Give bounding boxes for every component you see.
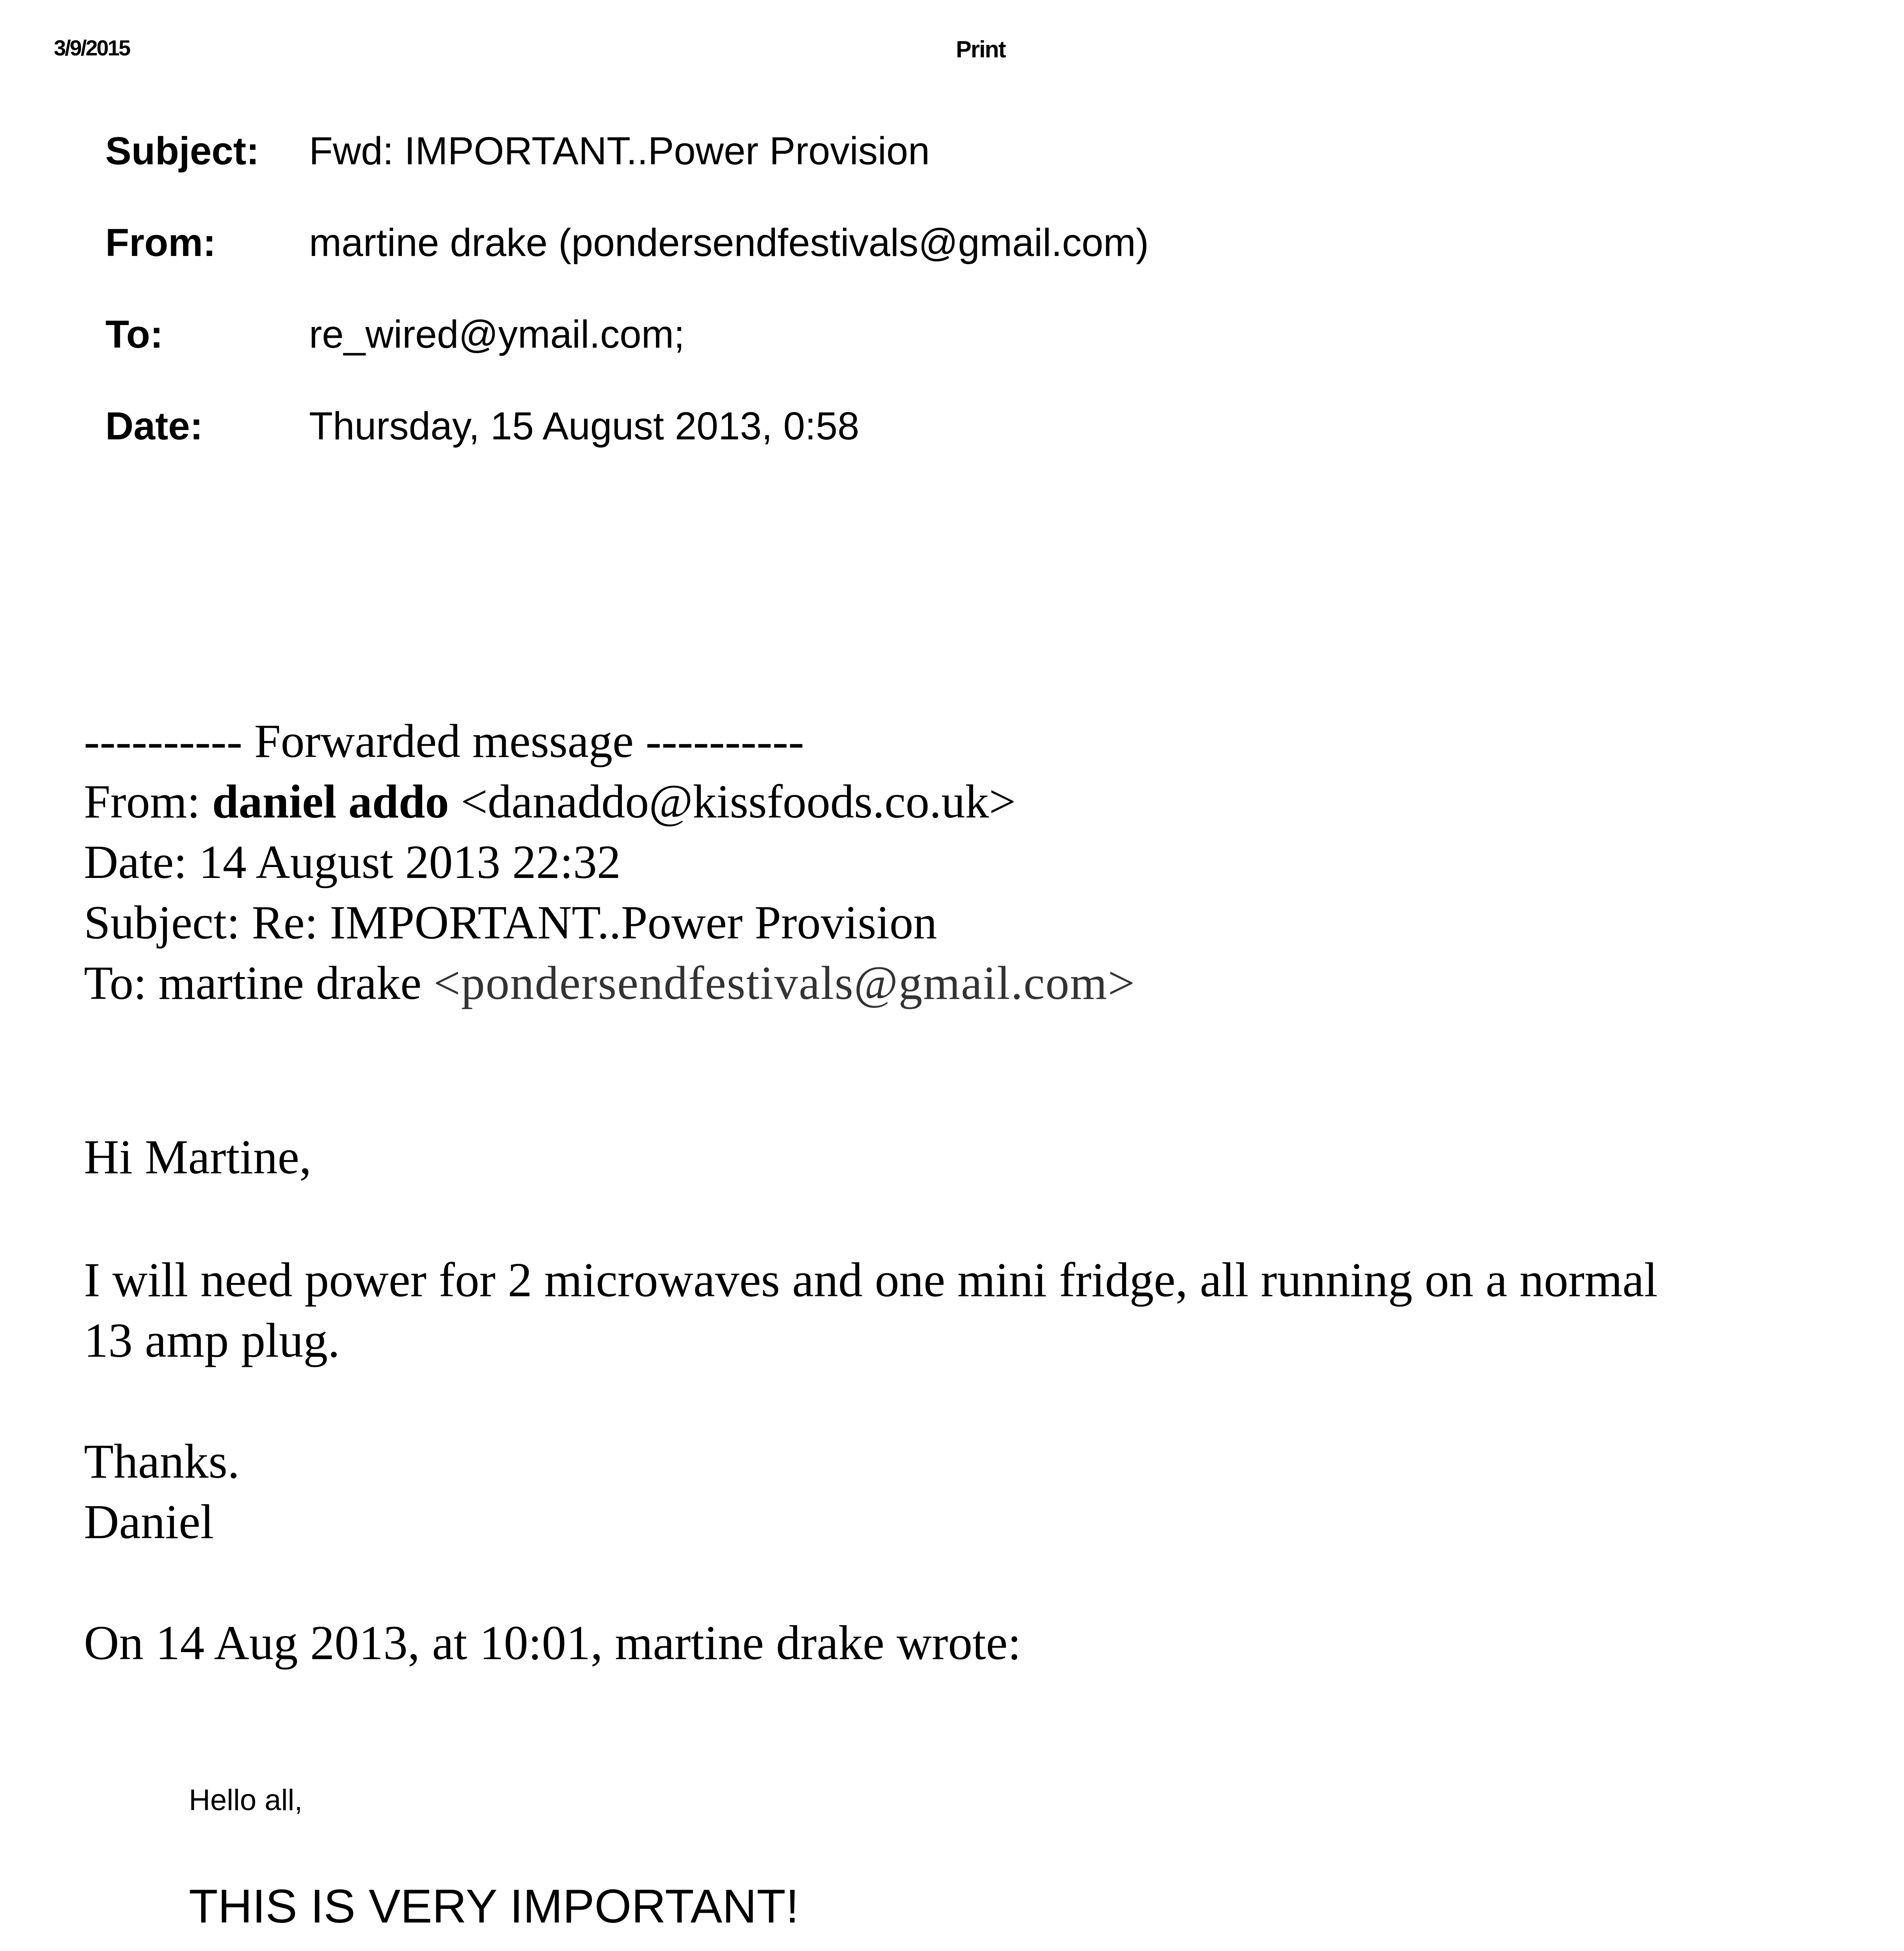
from-label: From:	[105, 221, 216, 265]
subject-label: Subject:	[105, 129, 259, 173]
forwarded-date: Date: 14 August 2013 22:32	[84, 836, 621, 888]
forwarded-divider: ---------- Forwarded message ----------	[84, 715, 804, 768]
message-greeting: Hi Martine,	[84, 1130, 312, 1184]
forwarded-from	[84, 775, 1016, 829]
quoted-headline: THIS IS VERY IMPORTANT!	[189, 1880, 799, 1933]
to-value: re_wired@ymail.com;	[309, 313, 685, 356]
quoted-greeting: Hello all,	[189, 1784, 303, 1817]
forwarded-to	[84, 956, 1135, 1011]
print-title: Print	[956, 36, 1005, 62]
forwarded-to-label: To: martine drake	[84, 957, 433, 1009]
quote-intro: On 14 Aug 2013, at 10:01, martine drake wrote:	[84, 1616, 1021, 1670]
date-label: Date:	[105, 404, 203, 448]
date-value: Thursday, 15 August 2013, 0:58	[309, 404, 860, 448]
message-line: I will need power for 2 microwaves and one mini fridge, all running on a normal	[84, 1253, 1658, 1307]
forwarded-from-label: From:	[84, 775, 212, 828]
print-date: 3/9/2015	[54, 36, 130, 60]
message-line: 13 amp plug.	[84, 1314, 340, 1368]
to-label: To:	[105, 313, 163, 356]
forwarded-subject: Subject: Re: IMPORTANT..Power Provision	[84, 896, 937, 949]
message-thanks: Thanks.	[84, 1435, 240, 1489]
forwarded-from-name: daniel addo	[212, 775, 449, 828]
forwarded-from-email: <danaddo@kissfoods.co.uk>	[449, 775, 1016, 828]
subject-value: Fwd: IMPORTANT..Power Provision	[309, 129, 930, 173]
message-signature: Daniel	[84, 1495, 214, 1549]
forwarded-to-email: <pondersendfestivals@gmail.com>	[433, 957, 1136, 1009]
from-value: martine drake (pondersendfestivals@gmail.com)	[309, 221, 1149, 265]
